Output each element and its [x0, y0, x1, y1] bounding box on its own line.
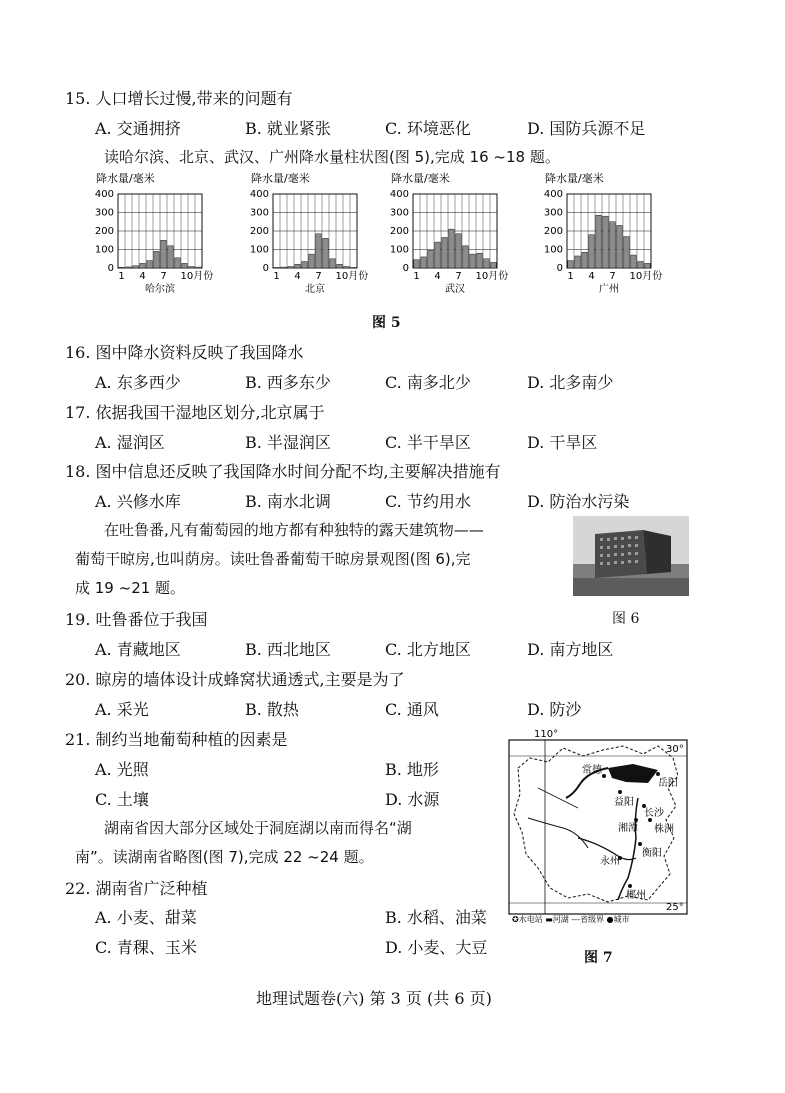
question-20-option-d[interactable]: D. 防沙 [527, 700, 582, 719]
question-22-stem: 22. 湖南省广泛种植 [65, 879, 208, 898]
question-21-option-c[interactable]: C. 土壤 [95, 790, 149, 809]
city-yueyang: 岳阳 [658, 778, 678, 789]
question-15-option-c[interactable]: C. 环境恶化 [385, 119, 471, 138]
bar-9 [175, 258, 180, 268]
city-changsha: 长沙 [644, 808, 664, 819]
bar-2 [126, 267, 131, 268]
x-tick-label: 1 [118, 271, 125, 282]
intro-19-21-line3: 成 19 ~21 题。 [75, 579, 186, 597]
question-21-option-a[interactable]: A. 光照 [95, 760, 149, 779]
bar-2 [575, 256, 580, 268]
question-18-option-c[interactable]: C. 节约用水 [385, 492, 471, 511]
question-20-option-c[interactable]: C. 通风 [385, 700, 439, 719]
question-16-option-d[interactable]: D. 北多南少 [527, 373, 614, 392]
chart-city: 武汉 [445, 284, 465, 295]
question-16-option-c[interactable]: C. 南多北少 [385, 373, 471, 392]
chart-title: 降水量/毫米 [545, 172, 604, 185]
question-17-option-c[interactable]: C. 半干旱区 [385, 433, 471, 452]
y-tick-label: 200 [249, 226, 269, 237]
bar-7 [316, 234, 321, 268]
x-tick-label: 10月份 [180, 271, 214, 282]
question-15-option-a[interactable]: A. 交通拥挤 [95, 119, 181, 138]
figure-7-lat-bottom: 25° [666, 902, 684, 913]
question-22-option-b[interactable]: B. 水稻、油菜 [385, 908, 487, 927]
x-tick-label: 4 [434, 271, 441, 282]
bar-6 [154, 251, 159, 268]
bar-11 [189, 267, 194, 268]
question-21-option-d[interactable]: D. 水源 [385, 790, 440, 809]
bar-10 [477, 253, 482, 268]
y-tick-label: 300 [94, 207, 114, 219]
bar-9 [330, 259, 335, 268]
bar-9 [624, 237, 629, 268]
x-tick-label: 1 [413, 271, 420, 282]
figure-7-map [508, 728, 690, 924]
bar-3 [428, 250, 433, 268]
bar-7 [610, 222, 615, 268]
bar-2 [421, 257, 426, 268]
y-tick-label: 100 [94, 244, 114, 256]
city-zhuzhou: 株洲 [654, 824, 674, 835]
chart-title: 降水量/毫米 [251, 172, 310, 185]
chart-title: 降水量/毫米 [96, 172, 155, 185]
y-tick-label: 200 [389, 226, 409, 237]
y-tick-label: 300 [249, 207, 269, 219]
city-changde: 常德 [582, 765, 602, 776]
y-tick-label: 400 [94, 189, 114, 200]
bar-5 [442, 237, 447, 268]
x-tick-label: 7 [455, 271, 462, 282]
chart-city: 哈尔滨 [145, 284, 175, 295]
question-19-option-d[interactable]: D. 南方地区 [527, 640, 614, 659]
bar-1 [414, 260, 419, 268]
y-tick-label: 100 [389, 244, 409, 256]
bar-6 [309, 254, 314, 268]
bar-1 [119, 267, 124, 268]
bar-7 [456, 234, 461, 268]
chart-title: 降水量/毫米 [391, 172, 450, 185]
y-tick-label: 0 [262, 263, 269, 274]
x-tick-label: 7 [160, 271, 167, 282]
question-17-option-b[interactable]: B. 半湿润区 [245, 433, 331, 452]
bar-9 [470, 254, 475, 268]
chart-city: 广州 [599, 284, 619, 295]
bar-8 [617, 225, 622, 268]
bar-4 [435, 242, 440, 268]
bar-12 [491, 262, 496, 268]
y-tick-label: 200 [543, 226, 563, 237]
bar-11 [484, 259, 489, 268]
y-tick-label: 400 [389, 189, 409, 200]
city-chenzhou: 郴州 [626, 890, 646, 901]
bar-4 [140, 263, 145, 268]
bar-3 [288, 267, 293, 268]
figure-6-caption: 图 6 [612, 611, 640, 627]
bar-3 [133, 266, 138, 268]
bar-2 [281, 267, 286, 268]
bar-5 [147, 261, 152, 268]
bar-6 [603, 216, 608, 268]
intro-22-24-line1: 湖南省因大部分区域处于洞庭湖以南而得名“湖 [104, 819, 412, 837]
bar-11 [344, 267, 349, 268]
bar-10 [631, 255, 636, 268]
question-21-option-b[interactable]: B. 地形 [385, 760, 439, 779]
intro-16-18: 读哈尔滨、北京、武汉、广州降水量柱状图(图 5),完成 16 ~18 题。 [104, 148, 560, 166]
figure-7-lon-label: 110° [534, 729, 559, 740]
y-tick-label: 300 [543, 207, 563, 219]
question-15-stem: 15. 人口增长过慢,带来的问题有 [65, 89, 293, 108]
x-tick-label: 7 [315, 271, 322, 282]
question-21-stem: 21. 制约当地葡萄种植的因素是 [65, 730, 288, 749]
y-tick-label: 100 [543, 244, 563, 256]
x-tick-label: 4 [139, 271, 146, 282]
y-tick-label: 300 [389, 207, 409, 219]
y-tick-label: 400 [543, 189, 563, 200]
question-15-option-d[interactable]: D. 国防兵源不足 [527, 119, 646, 138]
bar-12 [196, 267, 201, 268]
figure-6-photo [573, 516, 689, 596]
bar-3 [582, 252, 587, 268]
question-22-option-d[interactable]: D. 小麦、大豆 [385, 938, 488, 957]
page-footer: 地理试题卷(六) 第 3 页 (共 6 页) [256, 989, 492, 1008]
y-tick-label: 200 [94, 226, 114, 237]
city-hengyang: 衡阳 [642, 848, 662, 859]
y-tick-label: 100 [249, 244, 269, 256]
bar-8 [323, 238, 328, 268]
question-19-stem: 19. 吐鲁番位于我国 [65, 610, 208, 629]
bar-4 [295, 264, 300, 268]
figure-5-caption: 图 5 [372, 315, 401, 331]
x-tick-label: 10月份 [475, 271, 509, 282]
question-15-option-b[interactable]: B. 就业紧张 [245, 119, 331, 138]
x-tick-label: 10月份 [629, 271, 663, 282]
question-18-stem: 18. 图中信息还反映了我国降水时间分配不均,主要解决措施有 [65, 462, 501, 481]
question-20-stem: 20. 晾房的墙体设计成蜂窝状通透式,主要是为了 [65, 670, 405, 689]
question-22-option-a[interactable]: A. 小麦、甜菜 [95, 908, 197, 927]
question-20-option-a[interactable]: A. 采光 [95, 700, 149, 719]
precip-chart-2 [383, 172, 533, 304]
bar-5 [302, 262, 307, 268]
intro-19-21-line1: 在吐鲁番,凡有葡萄园的地方都有种独特的露天建筑物—— [104, 521, 484, 539]
bar-4 [589, 235, 594, 268]
question-18-option-b[interactable]: B. 南水北调 [245, 492, 331, 511]
bar-1 [274, 267, 279, 268]
precip-chart-0 [88, 172, 238, 304]
question-16-option-b[interactable]: B. 西多东少 [245, 373, 331, 392]
y-tick-label: 0 [556, 263, 563, 274]
question-18-option-a[interactable]: A. 兴修水库 [95, 492, 181, 511]
question-19-option-b[interactable]: B. 西北地区 [245, 640, 331, 659]
y-tick-label: 0 [402, 263, 409, 274]
bar-5 [596, 215, 601, 268]
city-yongzhou: 永州 [600, 856, 620, 867]
city-xiangtan: 湘潭 [618, 823, 638, 834]
question-16-option-a[interactable]: A. 东多西少 [95, 373, 181, 392]
figure-7-caption: 图 7 [584, 950, 613, 966]
x-tick-label: 7 [609, 271, 616, 282]
bar-1 [568, 261, 573, 268]
bar-11 [638, 262, 643, 268]
figure-7-legend: ✪水电站 ▬河湖 ---省级界 ●城市 [512, 915, 630, 924]
bar-10 [182, 263, 187, 268]
x-tick-label: 1 [567, 271, 574, 282]
bar-7 [161, 240, 166, 268]
question-22-option-c[interactable]: C. 青稞、玉米 [95, 938, 197, 957]
question-17-stem: 17. 依据我国干湿地区划分,北京属于 [65, 403, 325, 422]
bar-10 [337, 264, 342, 268]
x-tick-label: 10月份 [335, 271, 369, 282]
question-16-stem: 16. 图中降水资料反映了我国降水 [65, 343, 304, 362]
bar-8 [168, 246, 173, 268]
y-tick-label: 400 [249, 189, 269, 200]
precip-chart-3 [537, 172, 687, 304]
x-tick-label: 4 [294, 271, 301, 282]
x-tick-label: 1 [273, 271, 280, 282]
precip-chart-1 [243, 172, 393, 304]
bar-8 [463, 246, 468, 268]
bar-12 [351, 267, 356, 268]
bar-6 [449, 229, 454, 268]
question-17-option-d[interactable]: D. 干旱区 [527, 433, 598, 452]
intro-19-21-line2: 葡萄干晾房,也叫荫房。读吐鲁番葡萄干晾房景观图(图 6),完 [75, 550, 471, 568]
bar-12 [645, 263, 650, 268]
city-yiyang: 益阳 [614, 797, 634, 808]
question-17-option-a[interactable]: A. 湿润区 [95, 433, 165, 452]
x-tick-label: 4 [588, 271, 595, 282]
chart-city: 北京 [305, 284, 325, 295]
question-19-option-a[interactable]: A. 青藏地区 [95, 640, 181, 659]
question-20-option-b[interactable]: B. 散热 [245, 700, 299, 719]
y-tick-label: 0 [107, 263, 114, 274]
question-19-option-c[interactable]: C. 北方地区 [385, 640, 471, 659]
figure-7-lat-top: 30° [666, 744, 684, 755]
question-18-option-d[interactable]: D. 防治水污染 [527, 492, 630, 511]
intro-22-24-line2: 南”。读湖南省略图(图 7),完成 22 ~24 题。 [75, 848, 374, 866]
